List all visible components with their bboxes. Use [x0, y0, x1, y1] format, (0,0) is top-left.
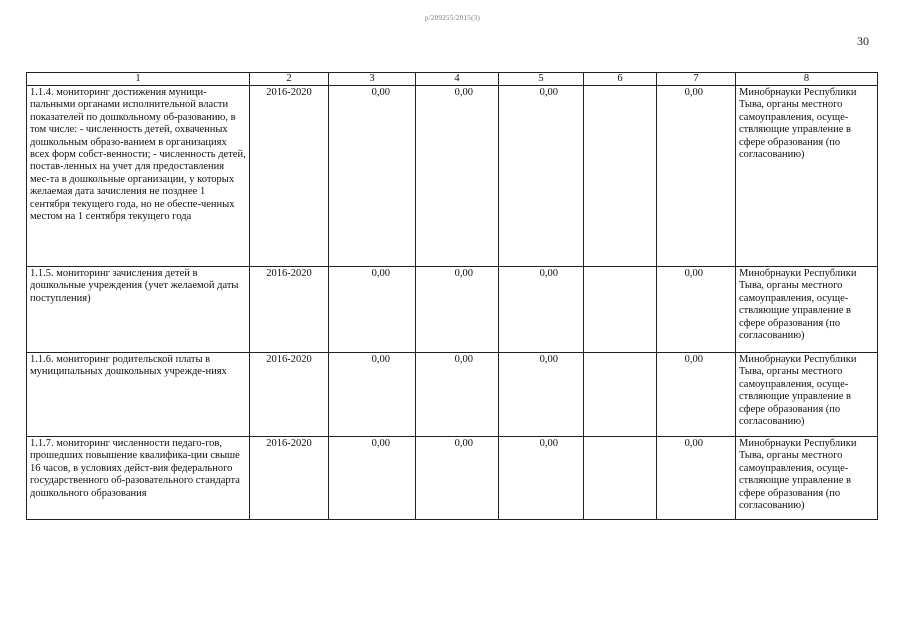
period-cell: 2016-2020 — [250, 353, 329, 437]
header-col-3: 3 — [329, 73, 416, 86]
value-col-4: 0,00 — [416, 86, 499, 267]
period-cell: 2016-2020 — [250, 267, 329, 353]
program-table — [26, 72, 878, 520]
value-col-3: 0,00 — [329, 267, 416, 353]
table-row — [27, 267, 878, 353]
activity-description: 1.1.7. мониторинг численности педаго-гов, прошедших повышение квалифика-ции свыше 16 часов, в условиях дейст-вия федерального государственного об-разовательного стандарта дошкольного образования — [27, 437, 250, 520]
document-stamp: р/209255/2015(3) — [424, 14, 481, 22]
page-number: 30 — [857, 34, 869, 48]
value-col-5: 0,00 — [499, 267, 584, 353]
value-col-4: 0,00 — [416, 353, 499, 437]
value-col-6 — [584, 353, 657, 437]
period-cell: 2016-2020 — [250, 86, 329, 267]
period-cell: 2016-2020 — [250, 437, 329, 520]
table-row — [27, 437, 878, 520]
value-col-3: 0,00 — [329, 353, 416, 437]
header-col-1: 1 — [27, 73, 250, 86]
value-col-6 — [584, 86, 657, 267]
responsible-executor: Минобрнауки Республики Тыва, органы местного самоуправления, осуще-ствляющие управление в сфере образования (по согласованию) — [736, 353, 878, 437]
activity-description: 1.1.6. мониторинг родительской платы в муниципальных дошкольных учрежде-ниях — [27, 353, 250, 437]
value-col-4: 0,00 — [416, 437, 499, 520]
header-row — [27, 73, 878, 86]
value-col-7: 0,00 — [657, 86, 736, 267]
responsible-executor: Минобрнауки Республики Тыва, органы местного самоуправления, осуще-ствляющие управление в сфере образования (по согласованию) — [736, 267, 878, 353]
value-col-5: 0,00 — [499, 437, 584, 520]
value-col-5: 0,00 — [499, 353, 584, 437]
header-col-7: 7 — [657, 73, 736, 86]
table-row — [27, 353, 878, 437]
header-col-2: 2 — [250, 73, 329, 86]
responsible-executor: Минобрнауки Республики Тыва, органы местного самоуправления, осуще-ствляющие управление в сфере образования (по согласованию) — [736, 437, 878, 520]
value-col-7: 0,00 — [657, 437, 736, 520]
activity-description: 1.1.4. мониторинг достижения муници-пальными органами исполнительной власти показателей по дошкольному об-разованию, в том числе: - численность детей, охваченных дошкольным образо-ванием в организациях всех форм собст-венности; - численность детей, постав-ленных на учет для предоставления мес-та в дошкольные организации, у которых желаемая дата зачисления не позднее 1 сентября текущего года, но не обеспе-ченных местом на 1 сентября текущего года — [27, 86, 250, 267]
value-col-3: 0,00 — [329, 437, 416, 520]
value-col-3: 0,00 — [329, 86, 416, 267]
value-col-7: 0,00 — [657, 267, 736, 353]
value-col-5: 0,00 — [499, 86, 584, 267]
activity-description: 1.1.5. мониторинг зачисления детей в дошкольные учреждения (учет желаемой даты поступления) — [27, 267, 250, 353]
table-row — [27, 86, 878, 267]
value-col-6 — [584, 267, 657, 353]
header-col-4: 4 — [416, 73, 499, 86]
header-col-5: 5 — [499, 73, 584, 86]
header-col-6: 6 — [584, 73, 657, 86]
responsible-executor: Минобрнауки Республики Тыва, органы местного самоуправления, осуще-ствляющие управление в сфере образования (по согласованию) — [736, 86, 878, 267]
value-col-7: 0,00 — [657, 353, 736, 437]
value-col-6 — [584, 437, 657, 520]
header-col-8: 8 — [736, 73, 878, 86]
value-col-4: 0,00 — [416, 267, 499, 353]
